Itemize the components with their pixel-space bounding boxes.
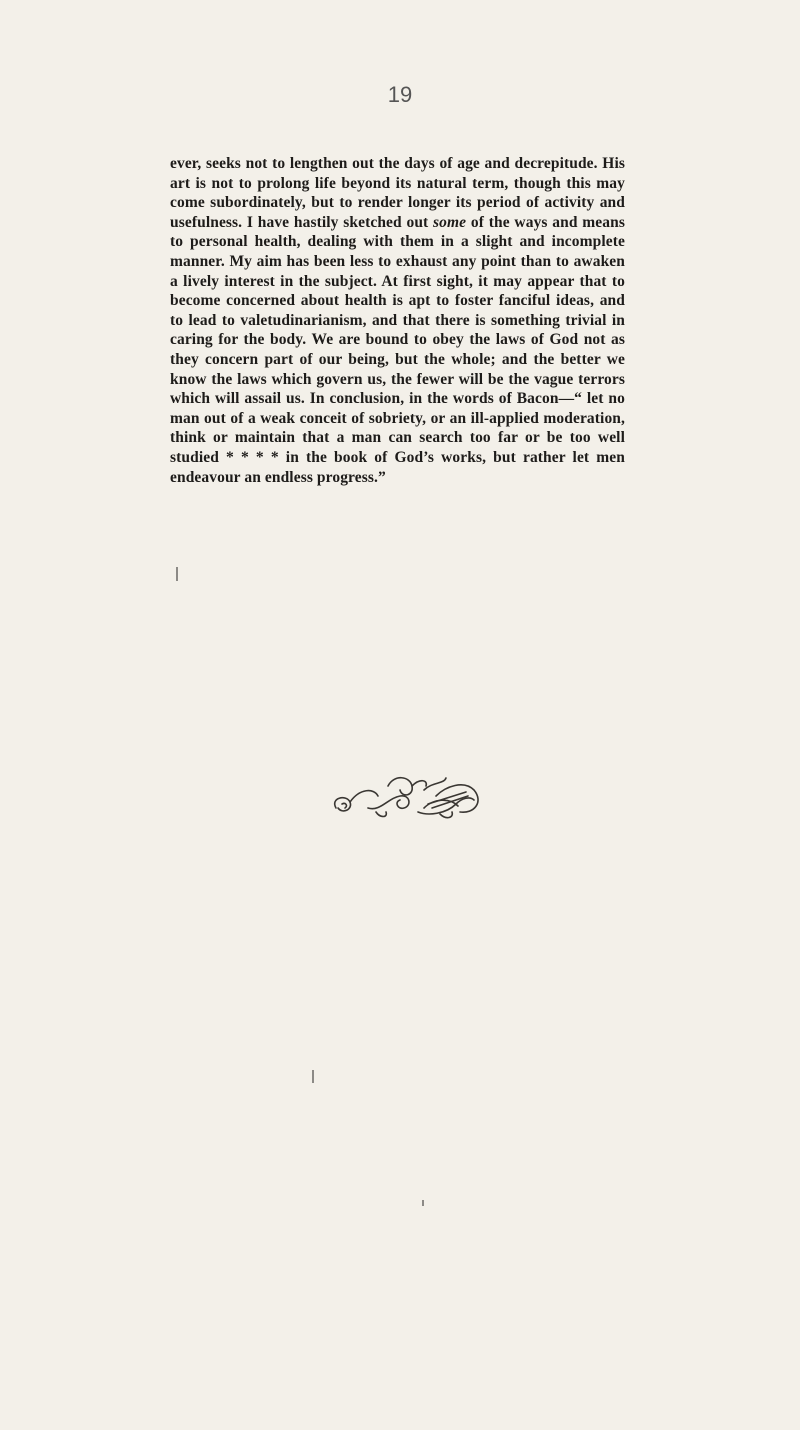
paragraph-text xyxy=(170,154,625,487)
paragraph-text-start: ever, seeks not to lengthen out the days of age and decrepitude. His art is not to prolong life beyond its natural term, though this may come subordinately, but to render longer its period of activity and usefulness. I have hastily sketched out xyxy=(170,155,625,231)
page-number: 19 xyxy=(387,82,413,107)
tailpiece-ornament xyxy=(328,768,488,822)
body-paragraph xyxy=(170,154,625,487)
emphasized-word: some xyxy=(433,213,467,231)
margin-mark xyxy=(176,567,178,581)
paragraph-text-end: of the ways and means to personal health, dealing with them in a slight and incomplete manner. My aim has been less to exhaust any point than to awaken a lively interest in the subject. At first sight, it may appear that to become concerned about health is apt to foster fanciful ideas, and to lead to valetudinarianism, and that there is something trivial in caring for the body. We are bound to obey the laws of God not as they concern part of our being, but the whole; and the better we know the laws which govern us, the fewer will be the vague terrors which will assail us. In conclusion, in the words of Bacon—“ let no man out of a weak conceit of sobriety, or an ill-applied moderation, think or maintain that a man can search too far or be too well studied * * * * in the book of God’s works, but rather let men endeavour an endless progress.” xyxy=(170,213,625,486)
margin-mark xyxy=(312,1070,314,1083)
margin-mark xyxy=(422,1200,424,1206)
